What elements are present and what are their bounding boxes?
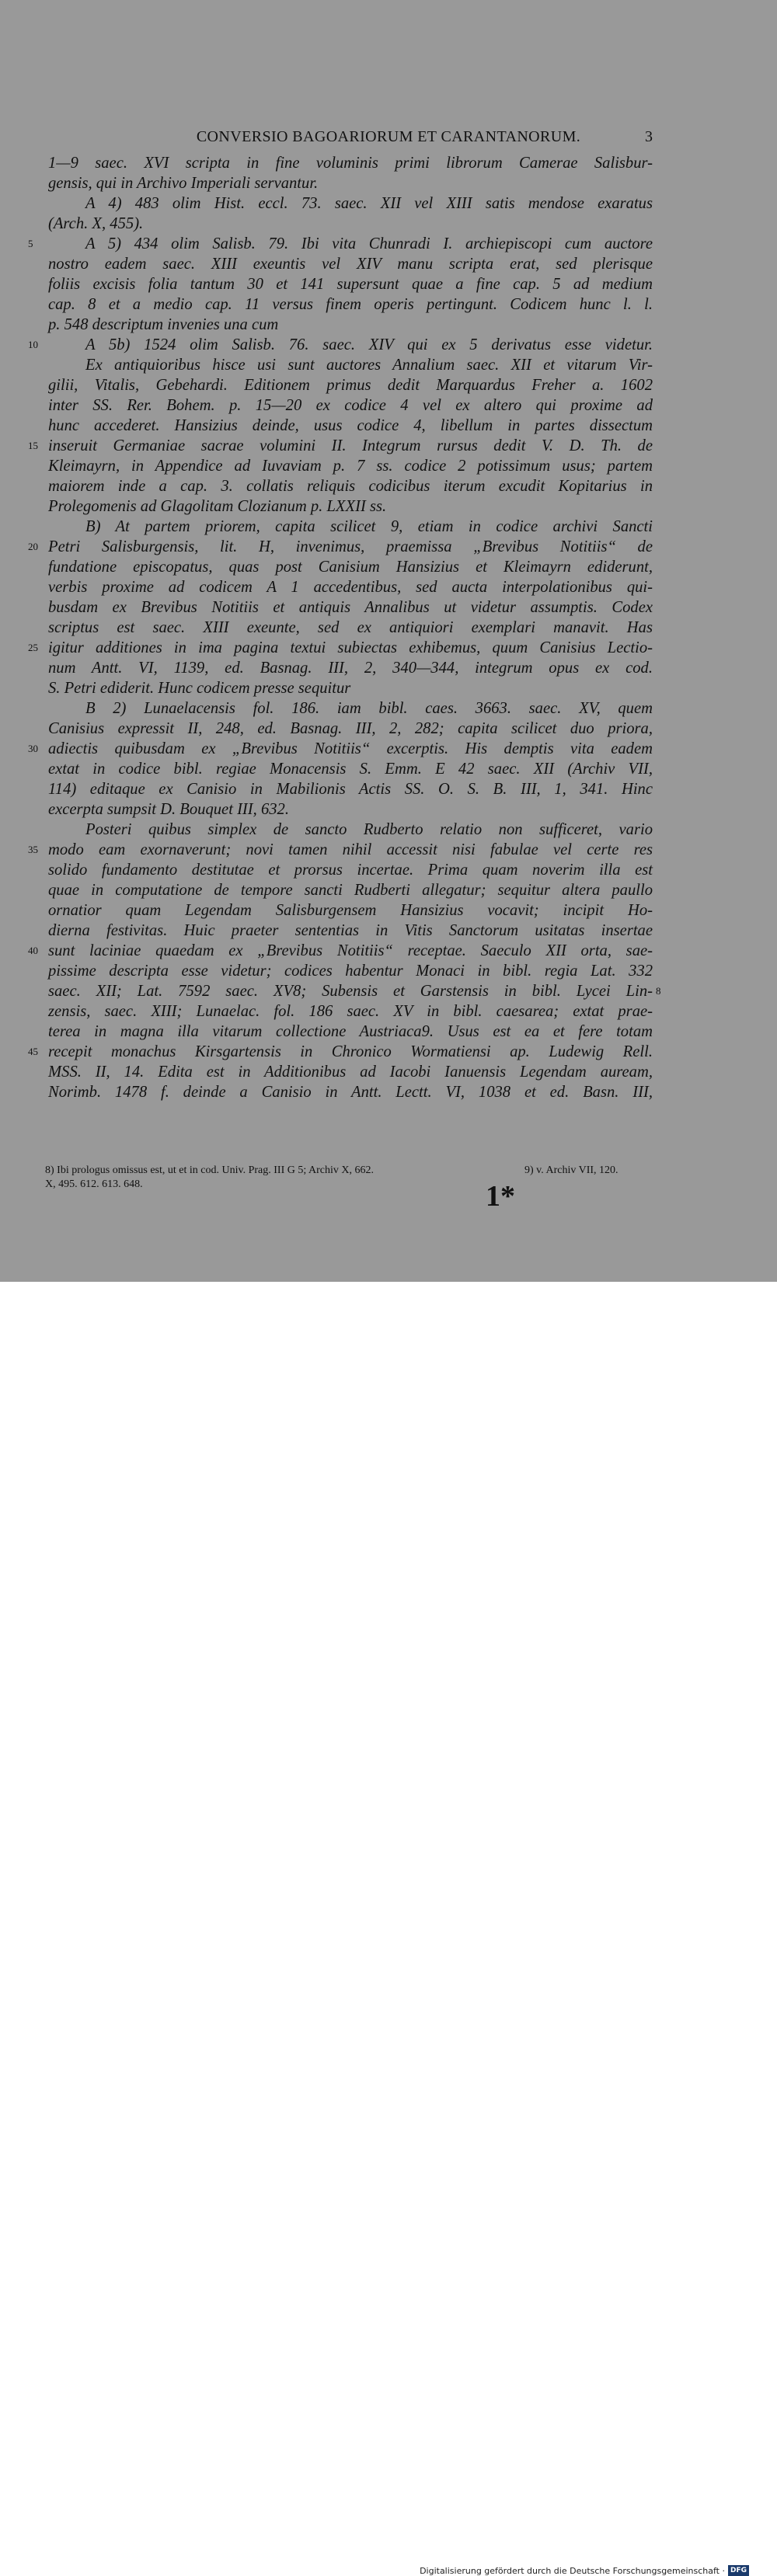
text-line: num Antt. VI, 1139, ed. Basnag. III, 2, 340—344, integrum opus ex cod. <box>48 660 653 677</box>
text-line: extat in codice bibl. regiae Monacensis S. Emm. E 42 saec. XII (Archiv VII, <box>48 761 653 778</box>
text-line: hunc accederet. Hansizius deinde, usus codice 4, libellum in partes dissectum <box>48 417 653 434</box>
line-number: 20 <box>28 541 38 552</box>
line-number: 45 <box>28 1046 38 1057</box>
text-line: adiectis quibusdam ex „Brevibus Notitiis“ excerptis. His demptis vita eadem <box>48 740 653 757</box>
text-line: B) At partem priorem, capita scilicet 9, etiam in codice archivi Sancti <box>85 518 653 535</box>
text-line: excerpta sumpsit D. Bouquet III, 632. <box>48 801 289 818</box>
signature-mark: 1* <box>486 1180 515 1213</box>
text-line: modo eam exornaverunt; novi tamen nihil accessit nisi fabulae vel certe res <box>48 841 653 858</box>
text-line: Posteri quibus simplex de sancto Rudberto relatio non sufficeret, vario <box>85 821 653 838</box>
text-line: cap. 8 et a medio cap. 11 versus finem operis pertingunt. Codicem hunc l. l. <box>48 296 653 313</box>
text-line: Canisius expressit II, 248, ed. Basnag. III, 2, 282; capita scilicet duo priora, <box>48 720 653 737</box>
line-number: 5 <box>28 238 33 249</box>
text-line: solido fundamento destitutae et prorsus incertae. Prima quam noverim illa est <box>48 862 653 879</box>
text-line: terea in magna illa vitarum collectione Austriaca9. Usus est ea et fere totam <box>48 1023 653 1040</box>
text-line: (Arch. X, 455). <box>48 215 144 232</box>
text-line: B 2) Lunaelacensis fol. 186. iam bibl. caes. 3663. saec. XV, quem <box>85 700 653 717</box>
text-line: quae in computatione de tempore sancti Rudberti allegatur; sequitur altera paullo <box>48 882 653 899</box>
text-line: foliis excisis folia tantum 30 et 141 supersunt quae a fine cap. 5 ad medium <box>48 276 653 293</box>
text-line: Petri Salisburgensis, lit. H, invenimus, praemissa „Brevibus Notitiis“ de <box>48 538 653 555</box>
text-line: MSS. II, 14. Edita est in Additionibus ad Iacobi Ianuensis Legendam auream, <box>48 1063 653 1081</box>
text-line: inter SS. Rer. Bohem. p. 15—20 ex codice 4 vel ex altero qui proxime ad <box>48 397 653 414</box>
footnote-8: 8) Ibi prologus omissus est, ut et in cod. Univ. Prag. III G 5; Archiv X, 662. <box>45 1164 374 1176</box>
digitization-credit <box>420 2565 749 2576</box>
text-line: saec. XII; Lat. 7592 saec. XV8; Subensis et Garstensis in bibl. Lycei Lin- <box>48 983 653 1000</box>
line-number: 15 <box>28 440 38 451</box>
text-line: ornatior quam Legendam Salisburgensem Hansizius vocavit; incipit Ho- <box>48 902 653 919</box>
text-line: pissime descripta esse videtur; codices habentur Monaci in bibl. regia Lat. 332 <box>48 963 653 980</box>
footnote-8-continuation: X, 495. 612. 613. 648. <box>45 1178 143 1190</box>
text-line: verbis proxime ad codicem A 1 accedentibus, sed aucta interpolationibus qui- <box>48 579 653 596</box>
text-line: inseruit Germaniae sacrae volumini II. Integrum rursus dedit V. D. Th. de <box>48 437 653 454</box>
footer-bar <box>0 1282 777 2576</box>
text-line: gilii, Vitalis, Gebehardi. Editionem primus dedit Marquardus Freher a. 1602 <box>48 377 653 394</box>
text-line: busdam ex Brevibus Notitiis et antiquis Annalibus ut videtur assumptis. Codex <box>48 599 653 616</box>
running-title: CONVERSIO BAGOARIORUM ET CARANTANORUM. <box>196 128 581 145</box>
credit-text: Digitalisierung gefördert durch die Deutsche Forschungsgemeinschaft · <box>420 2565 725 2576</box>
text-line: recepit monachus Kirsgartensis in Chronico Wormatiensi ap. Ludewig Rell. <box>48 1043 653 1060</box>
line-number: 40 <box>28 945 38 956</box>
text-line: zensis, saec. XIII; Lunaelac. fol. 186 saec. XV in bibl. caesarea; extat prae- <box>48 1003 653 1020</box>
line-number: 10 <box>28 339 38 350</box>
text-line: p. 548 descriptum invenies una cum <box>48 316 279 333</box>
page-number: 3 <box>645 128 653 145</box>
text-line: gensis, qui in Archivo Imperiali servantur. <box>48 175 319 192</box>
text-line: sunt laciniae quaedam ex „Brevibus Notitiis“ receptae. Saeculo XII orta, sae- <box>48 942 653 959</box>
text-line: Kleimayrn, in Appendice ad Iuvaviam p. 7 ss. codice 2 potissimum usus; partem <box>48 458 653 475</box>
text-line: Ex antiquioribus hisce usi sunt auctores Annalium saec. XII et vitarum Vir- <box>85 357 653 374</box>
text-line: 114) editaque ex Canisio in Mabilionis Actis SS. O. S. B. III, 1, 341. Hinc <box>48 781 653 798</box>
text-line: dierna festivitas. Huic praeter sententias in Vitis Sanctorum usitatas insertae <box>48 922 653 939</box>
line-number: 30 <box>28 743 38 754</box>
line-number: 25 <box>28 642 38 653</box>
text-line: fundatione episcopatus, quas post Canisium Hansizius et Kleimayrn ediderunt, <box>48 559 653 576</box>
footnote-9: 9) v. Archiv VII, 120. <box>524 1164 618 1176</box>
text-line: igitur additiones in ima pagina textui subiectas exhibemus, quum Canisius Lectio- <box>48 639 653 656</box>
text-line: A 5b) 1524 olim Salisb. 76. saec. XIV qui ex 5 derivatus esse videtur. <box>85 336 653 353</box>
scanned-page <box>0 0 777 1282</box>
text-line: Norimb. 1478 f. deinde a Canisio in Antt. Lectt. VI, 1038 et ed. Basn. III, <box>48 1084 653 1101</box>
text-line: A 5) 434 olim Salisb. 79. Ibi vita Chunradi I. archiepiscopi cum auctore <box>85 235 653 252</box>
text-line: maiorem inde a cap. 3. collatis reliquis codicibus iterum excudit Kopitarius in <box>48 478 653 495</box>
text-line: 1—9 saec. XVI scripta in fine voluminis primi librorum Camerae Salisbur- <box>48 155 653 172</box>
text-line: S. Petri ediderit. Hunc codicem presse sequitur <box>48 680 351 697</box>
line-number: 35 <box>28 844 38 855</box>
text-line: scriptus est saec. XIII exeunte, sed ex antiquiori exemplari manavit. Has <box>48 619 653 636</box>
margin-footnote-marker: 8 <box>656 985 661 997</box>
text-line: A 4) 483 olim Hist. eccl. 73. saec. XII vel XIII satis mendose exaratus <box>85 195 653 212</box>
text-line: Prolegomenis ad Glagolitam Clozianum p. LXXII ss. <box>48 498 387 515</box>
text-line: nostro eadem saec. XIII exeuntis vel XIV manu scripta erat, sed plerisque <box>48 256 653 273</box>
dfg-logo-icon: DFG <box>728 2565 749 2576</box>
